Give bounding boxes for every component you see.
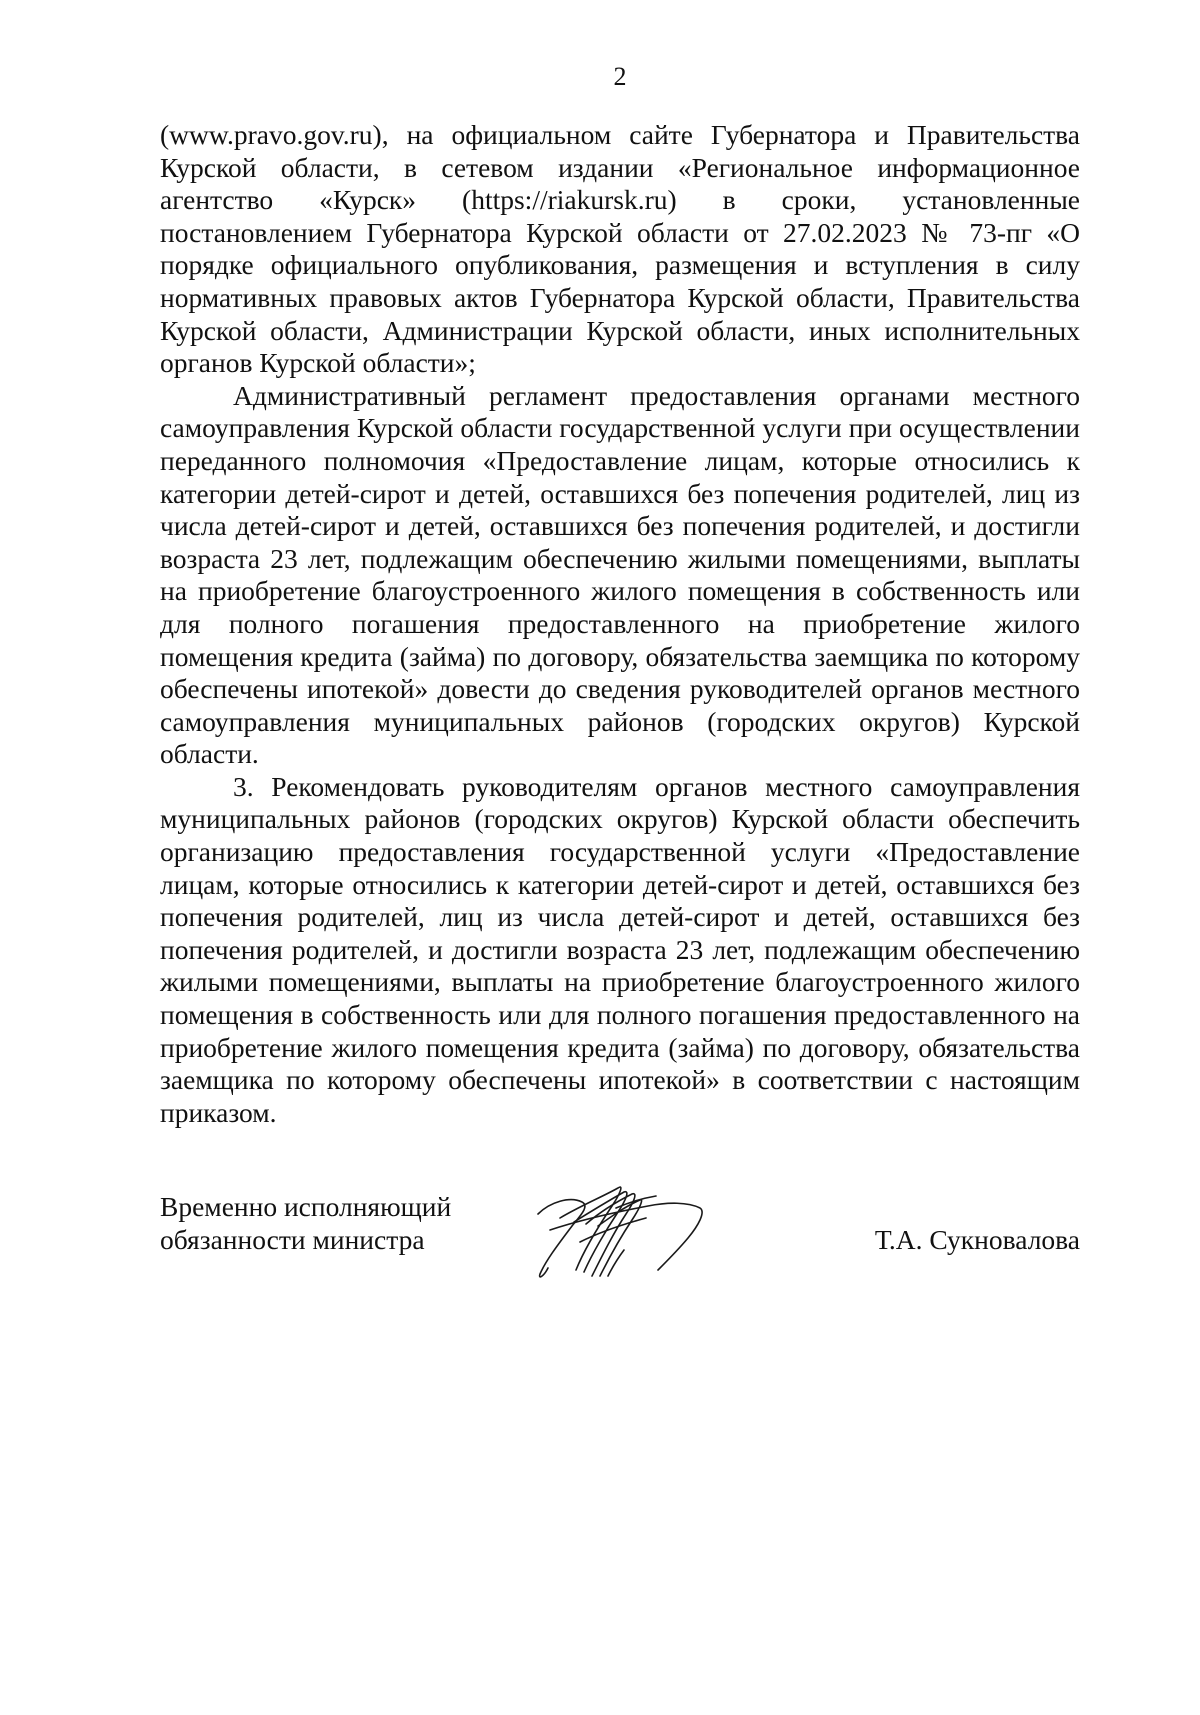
paragraph-administrative-regulation: Административный регламент предоставления органами местного самоуправления Курской области государственной услуги при осуществлении переданного полномочия «Предоставление лицам, которые относились к категории детей-сирот и детей, оставшихся без попечения родителей, лиц из числа детей-сирот и детей, оставшихся без попечения родителей, и достигли возраста 23 лет, подлежащим обеспечению жилыми помещениями, выплаты на приобретение благоустроенного жилого помещения в собственность или для полного погашения предоставленного на приобретение жилого помещения кредита (займа) по договору, обязательства заемщика по которому обеспечены ипотекой» довести до сведения руководителей органов местного самоуправления муниципальных районов (городских округов) Курской области.: [160, 379, 1080, 770]
page-number: 2: [613, 62, 627, 91]
handwritten-signature: [520, 1172, 710, 1292]
signature-block: [160, 1190, 1080, 1320]
signatory-title: [160, 1190, 451, 1256]
paragraph-continuation: (www.pravo.gov.ru), на официальном сайте Губернатора и Правительства Курской области, в сетевом издании «Региональное информационное агентство «Курск» (https://riakursk.ru) в сроки, установленные постановлением Губернатора Курской области от 27.02.2023 № 73-пг «О порядке официального опубликования, размещения и вступления в силу нормативных правовых актов Губернатора Курской области, Правительства Курской области, Администрации Курской области, иных исполнительных органов Курской области»;: [160, 119, 1080, 379]
signatory-name: Т.А. Сукновалова: [874, 1224, 1080, 1255]
signatory-title-line-1: Временно исполняющий: [160, 1191, 452, 1222]
document-body: [160, 119, 1080, 1129]
signatory-title-line-2: обязанности министра: [160, 1224, 425, 1255]
paragraph-item-3: 3. Рекомендовать руководителям органов местного самоуправления муниципальных районов (городских округов) Курской области обеспечить организацию предоставления государственной услуги «Предоставление лицам, которые относились к категории детей-сирот и детей, оставшихся без попечения родителей, лиц из числа детей-сирот и детей, оставшихся без попечения родителей, и достигли возраста 23 лет, подлежащим обеспечению жилыми помещениями, выплаты на приобретение благоустроенного жилого помещения в собственность или для полного погашения предоставленного на приобретение жилого помещения кредита (займа) по договору, обязательства заемщика по которому обеспечены ипотекой» в соответствии с настоящим приказом.: [160, 770, 1080, 1128]
